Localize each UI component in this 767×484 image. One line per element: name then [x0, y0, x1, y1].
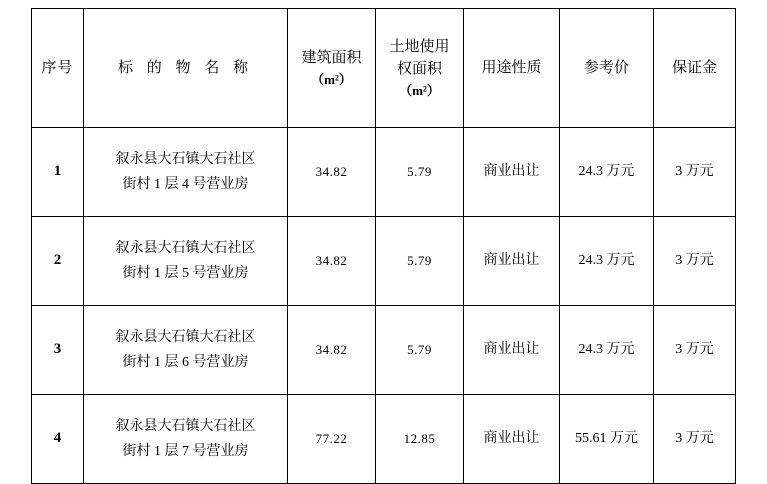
- row-asset-name-line1: 叙永县大石镇大石社区: [115, 418, 256, 434]
- header-land-use-area-label-line2: 权面积: [396, 61, 442, 78]
- row-asset-name: [84, 128, 288, 217]
- table-row: [32, 395, 736, 484]
- row-reference-price: 24.3 万元: [560, 217, 654, 306]
- header-building-area-label: 建筑面积: [301, 50, 362, 66]
- header-use-nature: 用途性质: [464, 9, 560, 128]
- row-use-nature: 商业出让: [464, 128, 560, 217]
- header-land-use-area-unit: （m²）: [399, 82, 440, 98]
- row-seq: 2: [32, 217, 84, 306]
- header-seq: 序号: [32, 9, 84, 128]
- row-building-area: 77.22: [288, 395, 376, 484]
- row-asset-name-line2: 街村 1 层 4 号营业房: [122, 177, 249, 192]
- header-land-use-area-label-line1: 土地使用: [389, 38, 450, 55]
- table-header-row: [32, 9, 736, 128]
- header-land-use-area: [376, 9, 464, 128]
- table-row: [32, 128, 736, 217]
- row-asset-name-line1: 叙永县大石镇大石社区: [115, 329, 256, 345]
- row-building-area: 34.82: [288, 306, 376, 395]
- row-asset-name: [84, 217, 288, 306]
- row-asset-name: [84, 306, 288, 395]
- row-land-use-area: 12.85: [376, 395, 464, 484]
- header-asset-name: 标 的 物 名 称: [84, 9, 288, 128]
- row-asset-name-line1: 叙永县大石镇大石社区: [115, 151, 256, 167]
- header-building-area: [288, 9, 376, 128]
- row-land-use-area: 5.79: [376, 306, 464, 395]
- header-deposit: 保证金: [654, 9, 736, 128]
- row-reference-price: 55.61 万元: [560, 395, 654, 484]
- row-reference-price: 24.3 万元: [560, 128, 654, 217]
- row-asset-name-line2: 街村 1 层 7 号营业房: [122, 444, 249, 459]
- row-land-use-area: 5.79: [376, 128, 464, 217]
- row-use-nature: 商业出让: [464, 306, 560, 395]
- row-land-use-area: 5.79: [376, 217, 464, 306]
- row-asset-name: [84, 395, 288, 484]
- row-reference-price: 24.3 万元: [560, 306, 654, 395]
- table-row: [32, 306, 736, 395]
- row-use-nature: 商业出让: [464, 395, 560, 484]
- row-asset-name-line2: 街村 1 层 5 号营业房: [122, 266, 249, 281]
- row-building-area: 34.82: [288, 217, 376, 306]
- row-deposit: 3 万元: [654, 217, 736, 306]
- header-reference-price: 参考价: [560, 9, 654, 128]
- row-deposit: 3 万元: [654, 395, 736, 484]
- header-building-area-unit: （m²）: [311, 71, 352, 87]
- asset-listing-table: [31, 8, 736, 484]
- table-row: [32, 217, 736, 306]
- row-asset-name-line1: 叙永县大石镇大石社区: [115, 240, 256, 256]
- row-deposit: 3 万元: [654, 128, 736, 217]
- row-building-area: 34.82: [288, 128, 376, 217]
- row-use-nature: 商业出让: [464, 217, 560, 306]
- row-asset-name-line2: 街村 1 层 6 号营业房: [122, 355, 249, 370]
- row-deposit: 3 万元: [654, 306, 736, 395]
- row-seq: 4: [32, 395, 84, 484]
- row-seq: 3: [32, 306, 84, 395]
- row-seq: 1: [32, 128, 84, 217]
